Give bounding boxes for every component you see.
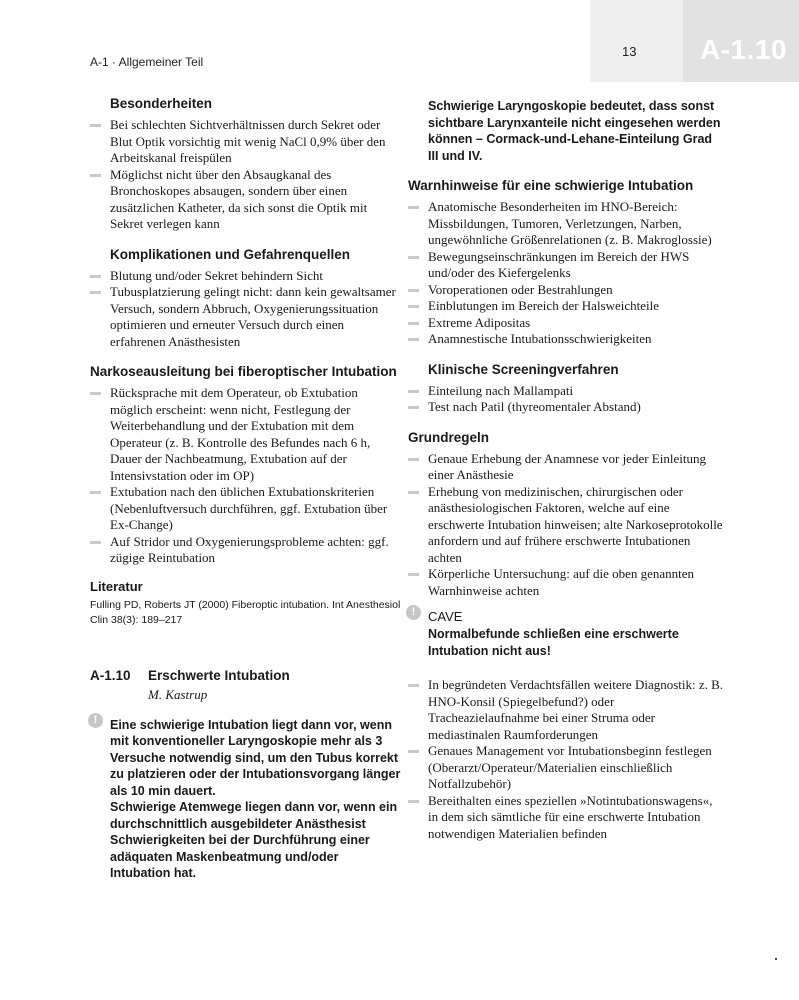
list-item: Tubusplatzierung gelingt nicht: dann kein gewaltsamer Versuch, sondern Abbruch, Oxygenierungssituation optimieren und erneuter Versuch durch einen erfahrenen Anästhesisten <box>90 284 402 350</box>
list-item: Einteilung nach Mallampati <box>408 383 724 400</box>
bullet-dash-icon <box>90 124 101 127</box>
bullet-dash-icon <box>408 406 419 409</box>
chapter-number: A-1.10 <box>90 667 131 683</box>
grundregeln-heading: Grundregeln <box>408 429 490 445</box>
bullet-dash-icon <box>408 390 419 393</box>
bullet-dash-icon <box>408 256 419 259</box>
warnhinweise-heading: Warnhinweise für eine schwierige Intubation <box>408 178 694 193</box>
bullet-dash-icon <box>408 750 419 753</box>
left-column <box>90 96 402 882</box>
narkoseausleitung-list <box>90 385 402 567</box>
running-header: A-1 · Allgemeiner Teil <box>90 55 204 69</box>
exclamation-icon: ! <box>88 713 103 728</box>
list-item: Extubation nach den üblichen Extubationskriterien (Nebenluftversuch durchführen, ggf. Extubation über Ex-Change) <box>90 484 402 534</box>
list-item: Anamnestische Intubationsschwierigkeiten <box>408 331 724 348</box>
weitere-list <box>408 677 724 842</box>
bullet-dash-icon <box>90 392 101 395</box>
komplikationen-list <box>90 268 402 351</box>
list-item: Blutung und/oder Sekret behindern Sicht <box>90 268 402 285</box>
list-item: Bereithalten eines speziellen »Notintubationswagens«, in dem sich sämtliche für eine erschwerte Intubation notwendigen Materialien befinden <box>408 793 724 843</box>
cave-box <box>408 606 724 659</box>
right-column <box>408 98 724 842</box>
print-mark <box>775 958 777 960</box>
definition-box <box>90 713 402 882</box>
list-item: Genaues Management vor Intubationsbeginn festlegen (Oberarzt/Operateur/Materialien einschließlich Notfallzubehör) <box>408 743 724 793</box>
bullet-dash-icon <box>408 206 419 209</box>
chapter-heading <box>90 668 402 683</box>
literatur-heading: Literatur <box>90 578 143 594</box>
narkoseausleitung-heading: Narkoseausleitung bei fiberoptischer Intubation <box>90 364 397 379</box>
list-item: Auf Stridor und Oxygenierungsprobleme achten: ggf. zügige Reintubation <box>90 534 402 567</box>
grundregeln-list <box>408 451 724 600</box>
list-item: Rücksprache mit dem Operateur, ob Extubation möglich erscheint: wenn nicht, Festlegung der Weiterbehandlung und der Extubation mit dem Operateur (z. B. Kontrolle des Befundes nach 6 h, Dauer der Nachbeatmung, Extubation auf der Intensivstation oder im OP) <box>90 385 402 484</box>
bullet-dash-icon <box>408 684 419 687</box>
section-tab-label: A-1.10 <box>700 34 788 65</box>
chapter-author: M. Kastrup <box>148 686 208 702</box>
chapter-title: Erschwerte Intubation <box>148 667 290 683</box>
exclamation-icon: ! <box>406 605 421 620</box>
list-item: Extreme Adipositas <box>408 315 724 332</box>
bullet-dash-icon <box>408 458 419 461</box>
komplikationen-heading: Komplikationen und Gefahrenquellen <box>110 246 351 262</box>
list-item: Genaue Erhebung der Anamnese vor jeder Einleitung einer Anästhesie <box>408 451 724 484</box>
bullet-dash-icon <box>408 573 419 576</box>
besonderheiten-list <box>90 117 402 233</box>
list-item: Voroperationen oder Bestrahlungen <box>408 282 724 299</box>
bullet-dash-icon <box>408 289 419 292</box>
bullet-dash-icon <box>408 305 419 308</box>
bullet-dash-icon <box>408 491 419 494</box>
list-item: Bei schlechten Sichtverhältnissen durch Sekret oder Blut Optik vorsichtig mit wenig NaCl 0,9% über den Arbeitskanal freispülen <box>90 117 402 167</box>
screening-list <box>408 383 724 416</box>
list-item: Einblutungen im Bereich der Halsweichteile <box>408 298 724 315</box>
bullet-dash-icon <box>90 491 101 494</box>
definition-paragraph-1: Eine schwierige Intubation liegt dann vor, wenn mit konventioneller Laryngoskopie mehr als 3 Versuche notwendig sind, um den Tubus korrekt zu platzieren oder der Intubationsvorgang länger als 10 min dauert. <box>110 717 401 798</box>
list-item: Test nach Patil (thyreomentaler Abstand) <box>408 399 724 416</box>
list-item: Körperliche Untersuchung: auf die oben genannten Warnhinweise achten <box>408 566 724 599</box>
definition-paragraph-2: Schwierige Atemwege liegen dann vor, wenn ein durchschnittlich ausgebildeter Anästhesist Schwierigkeiten bei der Durchführung einer adäquaten Maskenbeatmung und/oder Intubation hat. <box>110 800 398 880</box>
page-number: 13 <box>622 44 637 59</box>
intro-paragraph: Schwierige Laryngoskopie bedeutet, dass sonst sichtbare Larynxanteile nicht eingesehen werden können – Cormack-und-Lehane-Einteilung Grad III und IV. <box>428 99 721 163</box>
list-item: Bewegungseinschränkungen im Bereich der HWS und/oder des Kiefergelenks <box>408 249 724 282</box>
bullet-dash-icon <box>408 800 419 803</box>
bullet-dash-icon <box>90 291 101 294</box>
bullet-dash-icon <box>408 322 419 325</box>
besonderheiten-heading: Besonderheiten <box>110 96 213 111</box>
bullet-dash-icon <box>90 541 101 544</box>
cave-label: CAVE <box>428 609 463 624</box>
list-item: Anatomische Besonderheiten im HNO-Bereich: Missbildungen, Tumoren, Verletzungen, Narben, ungewöhnliche Größenrelationen (z. B. Makroglossie) <box>408 199 724 249</box>
bullet-dash-icon <box>90 275 101 278</box>
list-item: Möglichst nicht über den Absaugkanal des Bronchoskopes absaugen, sondern über einen zusätzlichen Katheter, da sich sonst die Optik mit Sekret verlegen kann <box>90 167 402 233</box>
list-item: In begründeten Verdachtsfällen weitere Diagnostik: z. B. HNO-Konsil (Spiegelbefund?) oder Tracheazielaufnahme bei einer Struma oder mediastinalen Raumforderungen <box>408 677 724 743</box>
cave-text: Normalbefunde schließen eine erschwerte Intubation nicht aus! <box>428 627 679 658</box>
bullet-dash-icon <box>408 338 419 341</box>
bullet-dash-icon <box>90 174 101 177</box>
warnhinweise-list <box>408 199 724 348</box>
literatur-reference: Fulling PD, Roberts JT (2000) Fiberoptic intubation. Int Anesthesiol Clin 38(3): 189–217 <box>90 598 401 626</box>
screening-heading: Klinische Screeningverfahren <box>428 361 619 377</box>
list-item: Erhebung von medizinischen, chirurgischen oder anästhesiologischen Faktoren, welche auf eine erschwerte Intubation hinweisen; alte Narkoseprotokolle anfordern und auf frühere erschwerte Intubationen achten <box>408 484 724 567</box>
